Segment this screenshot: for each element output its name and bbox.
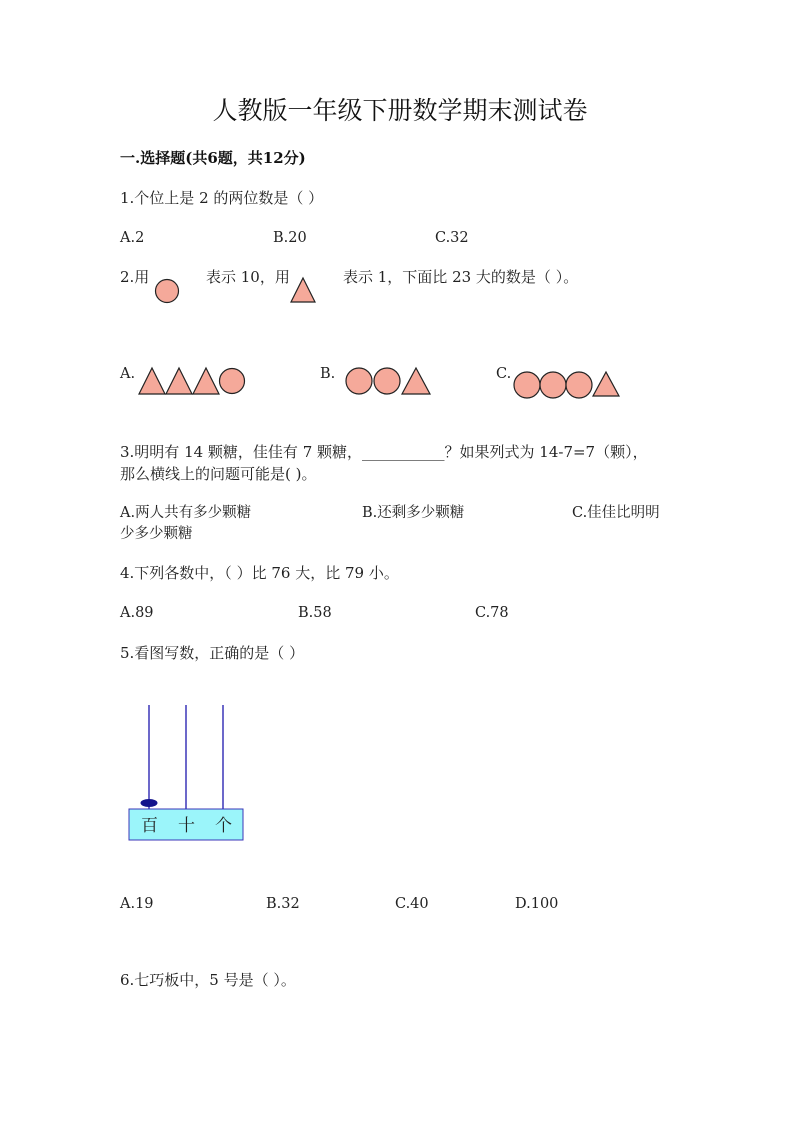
circle-icon	[566, 372, 592, 398]
triangle-icon	[166, 368, 192, 394]
q2-option-a[interactable]: A.	[120, 366, 136, 382]
q2-option-b-shapes	[342, 366, 437, 398]
q4-stem: 4.下列各数中，（ ）比 76 大，比 79 小。	[120, 564, 399, 582]
q6-stem: 6.七巧板中，5 号是（ ）。	[120, 971, 296, 989]
q2-option-b[interactable]: B.	[320, 366, 336, 382]
q3-option-c-continued: 少多少颗糖	[120, 526, 193, 542]
q5-option-b[interactable]: B.32	[266, 896, 300, 912]
q1-option-b[interactable]: B.20	[273, 230, 307, 246]
q3-option-c[interactable]: C.佳佳比明明	[572, 505, 660, 521]
q3-option-b[interactable]: B.还剩多少颗糖	[362, 505, 465, 521]
abacus-bead	[141, 799, 158, 807]
triangle-icon	[193, 368, 219, 394]
q1-option-c[interactable]: C.32	[435, 230, 469, 246]
q4-option-a[interactable]: A.89	[120, 605, 154, 621]
circle-icon	[374, 368, 400, 394]
q2-stem-part3: 表示 1，下面比 23 大的数是（ ）。	[343, 268, 579, 286]
q2-option-c-shapes	[512, 368, 624, 400]
page-title: 人教版一年级下册数学期末测试卷	[212, 96, 588, 125]
q5-option-a[interactable]: A.19	[120, 896, 154, 912]
q5-option-d[interactable]: D.100	[515, 896, 559, 912]
q2-option-c[interactable]: C.	[496, 366, 512, 382]
circle-icon	[152, 276, 182, 306]
q1-stem: 1.个位上是 2 的两位数是（ ）	[120, 189, 324, 207]
q2-stem-part1: 2.用	[120, 268, 150, 286]
circle-icon	[540, 372, 566, 398]
q5-option-c[interactable]: C.40	[395, 896, 429, 912]
q1-option-a[interactable]: A.2	[120, 230, 145, 246]
q3-option-a[interactable]: A.两人共有多少颗糖	[120, 505, 252, 521]
abacus-label-hundreds: 百	[141, 816, 158, 836]
circle-icon	[514, 372, 540, 398]
abacus-label-ones: 个	[215, 816, 232, 836]
section-heading: 一.选择题(共6题，共12分)	[120, 149, 306, 167]
circle-icon	[346, 368, 372, 394]
triangle-icon	[139, 368, 165, 394]
q4-option-b[interactable]: B.58	[298, 605, 332, 621]
q5-stem: 5.看图写数，正确的是（ ）	[120, 644, 305, 662]
triangle-icon	[593, 372, 619, 396]
q3-stem-line1: 3.明明有 14 颗糖，佳佳有 7 颗糖，___________？如果列式为 14-7=7（颗），	[120, 443, 648, 461]
circle-icon	[220, 369, 245, 394]
triangle-icon	[402, 368, 430, 394]
q2-option-a-shapes	[137, 366, 249, 398]
abacus-label-tens: 十	[178, 816, 195, 836]
q4-option-c[interactable]: C.78	[475, 605, 509, 621]
triangle-icon	[289, 276, 319, 306]
q3-stem-line2: 那么横线上的问题可能是( )。	[120, 465, 317, 483]
q2-stem-part2: 表示 10，用	[206, 268, 290, 286]
